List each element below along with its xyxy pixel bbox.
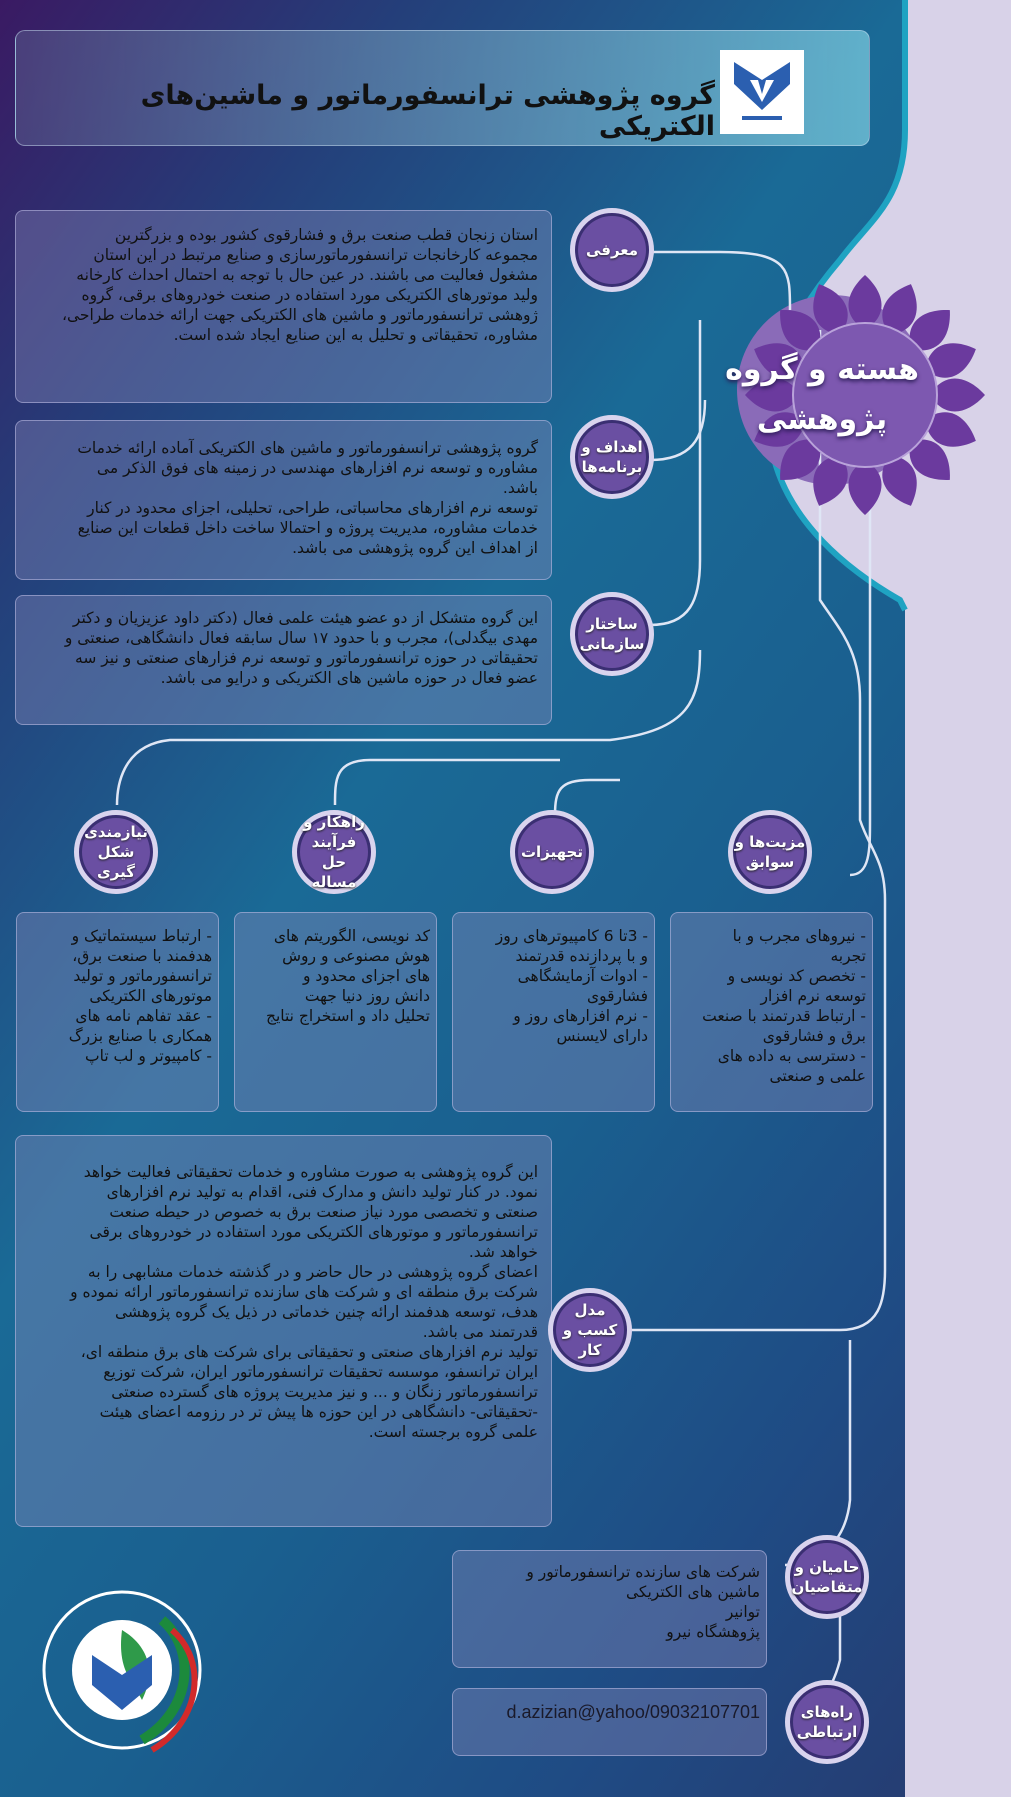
equipment-badge [510,810,594,894]
goals-badge [570,415,654,499]
structure-text: این گروه متشکل از دو عضو هیئت علمی فعال (دکتر داود عزیزیان و دکتر مهدی بیگدلی)، مجرب و با حدود ۱۷ سال سابقه فعال دانشگاهی، صنعتی و تحقیقاتی در حوزه ترانسفورماتور و توسعه نرم فزارهای صنعتی و نیز سه عضو فعال در حوزه ماشین های الکتریکی و درایو می باشد. [64,609,538,687]
intro-label: معرفی [585,241,639,259]
business-badge [548,1288,632,1372]
advantages-label: مزیت‌ها و سوابق [734,833,806,871]
equipment-label: تجهیزات [520,843,583,861]
needs-badge [74,810,158,894]
sponsors-badge [785,1535,869,1619]
needs-label: نیازمندی شکل گیری [84,823,148,881]
sponsors-label: حامیان و متقاضیان [791,1558,863,1596]
business-text: این گروه پژوهشی به صورت مشاوره و خدمات تحقیقاتی فعالیت خواهد نمود. در کنار تولید دانش و مدارک فنی، اقدام به تولید نرم افزارهای صنعتی و تخصصی مورد نیاز صنعت برق به خصوص در حیطه صنعت ترانسفورماتور و موتورهای الکتریکی مورد استفاده در خودروهای برقی خواهد شد. اعضای گروه پژوهشی در حال حاضر و در گذشته خدمات مشابهی را به شرکت برق منطقه ای و شرکت های سازنده ترانسفورماتور ارائه نموده و هدف، توسعه هدفمند ارائه چنین خدماتی در ذیل یک گروه پژوهشی قدرتمند می باشد. تولید نرم افزارهای صنعتی و تحقیقاتی برای شرکت های برق منطقه ای، ایران ترانسفو، موسسه تحقیقات ترانسفورماتور ایران، شرکت توزیع ترانسفورماتور زنگان و ... و نیز مدیریت پروژه های گسترده صنعتی -تحقیقاتی- دانشگاهی در این حوزه ها پیش تر در رزومه اعضای هیئت علمی گروه برجسته است. [70,1163,538,1441]
center-label: هسته و گروه پژوهشی [725,352,919,437]
sponsors-text: شرکت های سازنده ترانسفورماتور و ماشین های الکتریکی توانیر پژوهشگاه نیرو [526,1563,760,1641]
business-label: مدل کسب و کار [562,1301,618,1359]
page-title: گروه پژوهشی ترانسفورماتور و ماشین‌های الکتریکی [140,80,715,142]
anniversary-emblem-icon [22,1560,222,1770]
equipment-text: - 3تا 6 کامپیوترهای روز و با پردازنده قدرتمند - ادوات آزمایشگاهی فشارقوی - نرم افزارهای روز و دارای لایسنس [495,927,648,1045]
university-logo-icon [720,50,804,134]
contact-label: راه‌های ارتباطی [796,1703,858,1741]
solutions-badge [292,810,376,894]
structure-badge [570,592,654,676]
needs-text: - ارتباط سیستماتیک و هدفمند با صنعت برق، ترانسفورماتور و تولید موتورهای الکتریکی - عقد تفاهم نامه های همکاری با صنایع بزرگ - کامپیوتر و لب تاپ [68,927,212,1065]
advantages-text: - نیروهای مجرب و با تجربه - تخصص کد نویسی و توسعه نرم افزار - ارتباط قدرتمند با صنعت برق و فشارقوی - دسترسی به داده های علمی و صنعتی [702,927,866,1085]
structure-label: ساختار سازمانی [579,615,645,653]
goals-text: گروه پژوهشی ترانسفورماتور و ماشین های الکتریکی آماده ارائه خدمات مشاوره و توسعه نرم افزارهای مهندسی در زمینه های فوق الذکر می باشد. توسعه نرم افزارهای محاسباتی، طراحی، تحلیلی، اجزای محدود در کنار خدمات مشاوره، مدیریت پروژه و احتمالا ساخت داخل قطعات این صنایع از اهداف این گروه پژوهشی می باشد. [77,439,538,557]
solutions-text: کد نویسی، الگوریتم های هوش مصنوعی و روش های اجزای محدود و دانش روز دنیا جهت تحلیل داد و استخراج نتایج [265,927,430,1025]
contact-badge [785,1680,869,1764]
goals-label: اهداف و برنامه‌ها [581,438,643,476]
intro-badge [570,208,654,292]
advantages-badge [728,810,812,894]
solutions-label: راهکار و فرآیند حل مساله [303,813,365,891]
contact-text: d.azizian@yahoo/09032107701 [506,1702,760,1722]
intro-text: استان زنجان قطب صنعت برق و فشارقوی کشور بوده و بزرگترین مجموعه کارخانجات ترانسفورماتورسازی و صنایع مرتبط در این استان مشغول فعالیت می باشند. در عین حال با توجه به احتمال احداث کارخانه ولید موتورهای الکتریکی مورد استفاده در صنعت خودروهای برقی، گروه ژوهشی ترانسفورماتور و ماشین های الکتریکی جهت ارائه خدمات طراحی، مشاوره، تحقیقاتی و تحلیل به این صنایع ایجاد شده است. [61,226,538,344]
